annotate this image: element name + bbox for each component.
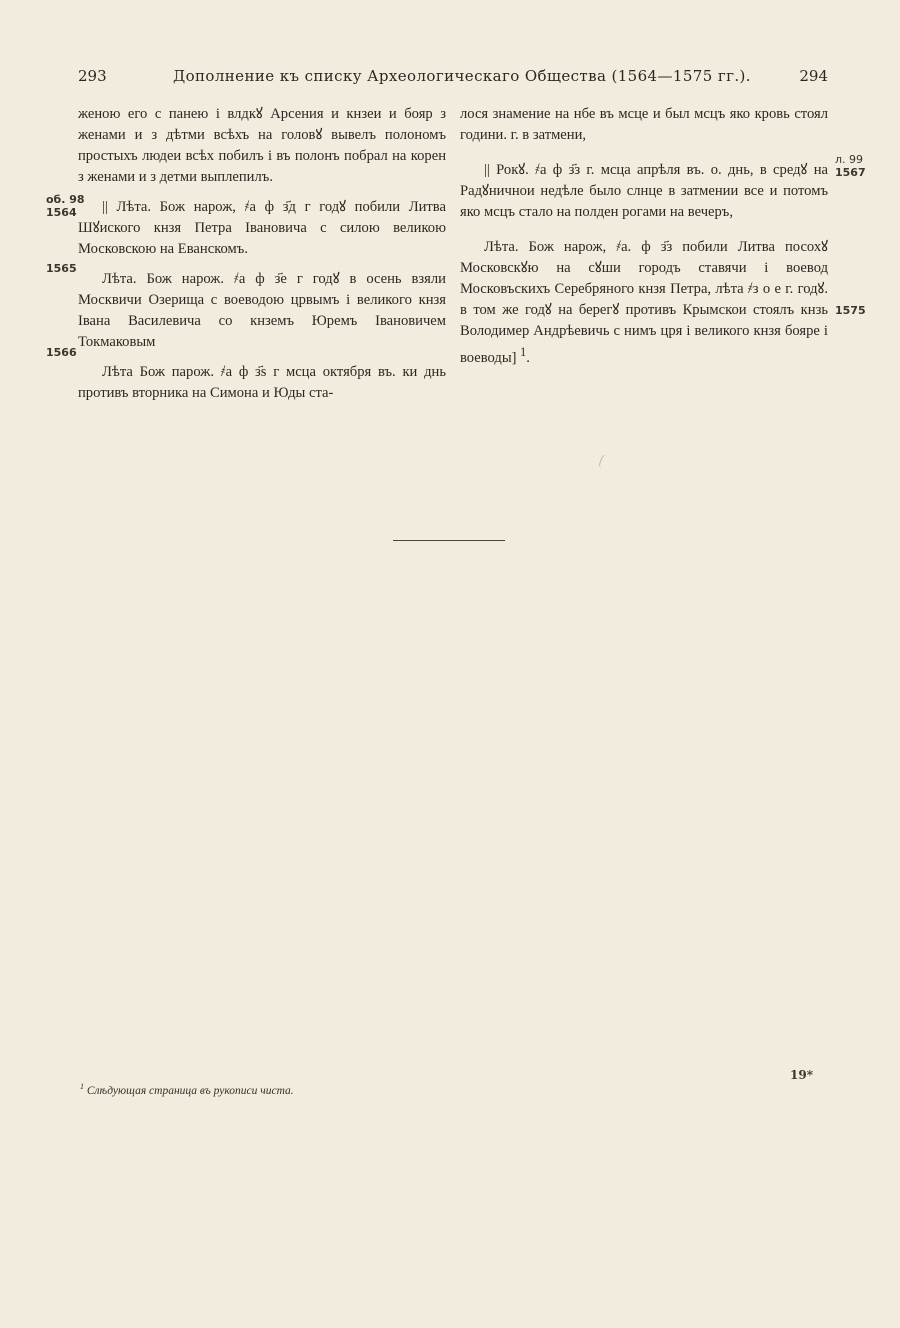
section-divider	[393, 540, 505, 541]
right-paragraph-3: Лѣта. Бож нарож, ҂а. ф з҃з побили Литва посохꙋ Московскꙋю на сꙋши городъ ставячи і воевод Московъскихъ Серебряного кнзя Петра, лѣта ҂з о е г. годꙋ. в том же годꙋ на берегꙋ противъ Крымскои стоялъ кнзь Володимер Андрѣевичь с нимъ цря і великого кнзя бояре і воеводы] $^1$.	[460, 239, 828, 366]
left-text-column	[78, 104, 446, 413]
right-paragraph-3-text: Лѣта. Бож нарож, ҂а. ф з҃з побили Литва посохꙋ Московскꙋю на сꙋши городъ ставячи і воевод Московъскихъ Серебряного кнзя Петра, лѣта ҂з о е г. годꙋ. в том же годꙋ на берегꙋ противъ Крымскои стоялъ кнзь Володимер Андрѣевичь с нимъ цря і великого кнзя бояре і воеводы]	[460, 239, 828, 366]
margin-year-1575: 1575	[835, 304, 866, 317]
footnote-reference: 1	[520, 345, 527, 359]
running-header	[78, 66, 828, 90]
printer-signature: 19*	[790, 1068, 813, 1082]
left-paragraph-3: Лѣта. Бож нарож. ҂а ф з҃е г годꙋ в осень взяли Москвичи Озерища с воеводою црвымъ і великого кнзя Івана Василевича со кнземъ Юремъ Івановичем Токмаковым	[78, 271, 446, 350]
running-title: Дополнение къ списку Археологическаго Общества (1564—1575 гг.).	[173, 67, 751, 85]
margin-year-1566: 1566	[46, 346, 77, 359]
margin-year-1567: 1567	[835, 166, 866, 179]
left-paragraph-2: || Лѣта. Бож нарож, ҂а ф з҃д г годꙋ побили Литва Шꙋиского кнзя Петра Івановича с силою великою Московскою на Еванскомъ.	[78, 199, 446, 257]
margin-folio-l99: л. 99	[835, 153, 864, 166]
margin-year-1564: 1564	[46, 206, 77, 219]
footnote-marker: 1	[80, 1082, 84, 1091]
faint-ink-mark	[598, 454, 611, 470]
footnote	[80, 1082, 294, 1097]
left-paragraph-1: женою его с панею і влдкꙋ Арсения и кнзеи и бояр з женами и з дѣтми всѣхъ на головꙋ вывелъ полономъ простыхъ людеи всѣх побилъ і въ полонъ побрал на корен з женами и з детми выплепилъ.	[78, 106, 446, 185]
right-text-column	[460, 104, 828, 378]
page-number-left: 293	[78, 67, 107, 85]
margin-year-1565: 1565	[46, 262, 77, 275]
margin-folio-ob98: об. 98	[46, 193, 85, 206]
footnote-text: Слѣдующая страница въ рукописи чиста.	[86, 1084, 294, 1097]
right-paragraph-1: лося знамение на нбе въ мсце и был мсцъ яко кровь стоял години. г. в затмени,	[460, 106, 828, 143]
right-paragraph-2: || Рокꙋ. ҂а ф з҃з г. мсца апрѣля въ. о. днь, в средꙋ на Радꙋничнои недѣле было слнце в затмении все и потомъ яко мсцъ стало на полден рогами на вечеръ,	[460, 162, 828, 220]
left-paragraph-4: Лѣта Бож парож. ҂а ф з҃ѕ г мсца октября въ. ки днь противъ вторника на Симона и Юды ста-	[78, 364, 446, 401]
page-number-right: 294	[799, 67, 828, 85]
